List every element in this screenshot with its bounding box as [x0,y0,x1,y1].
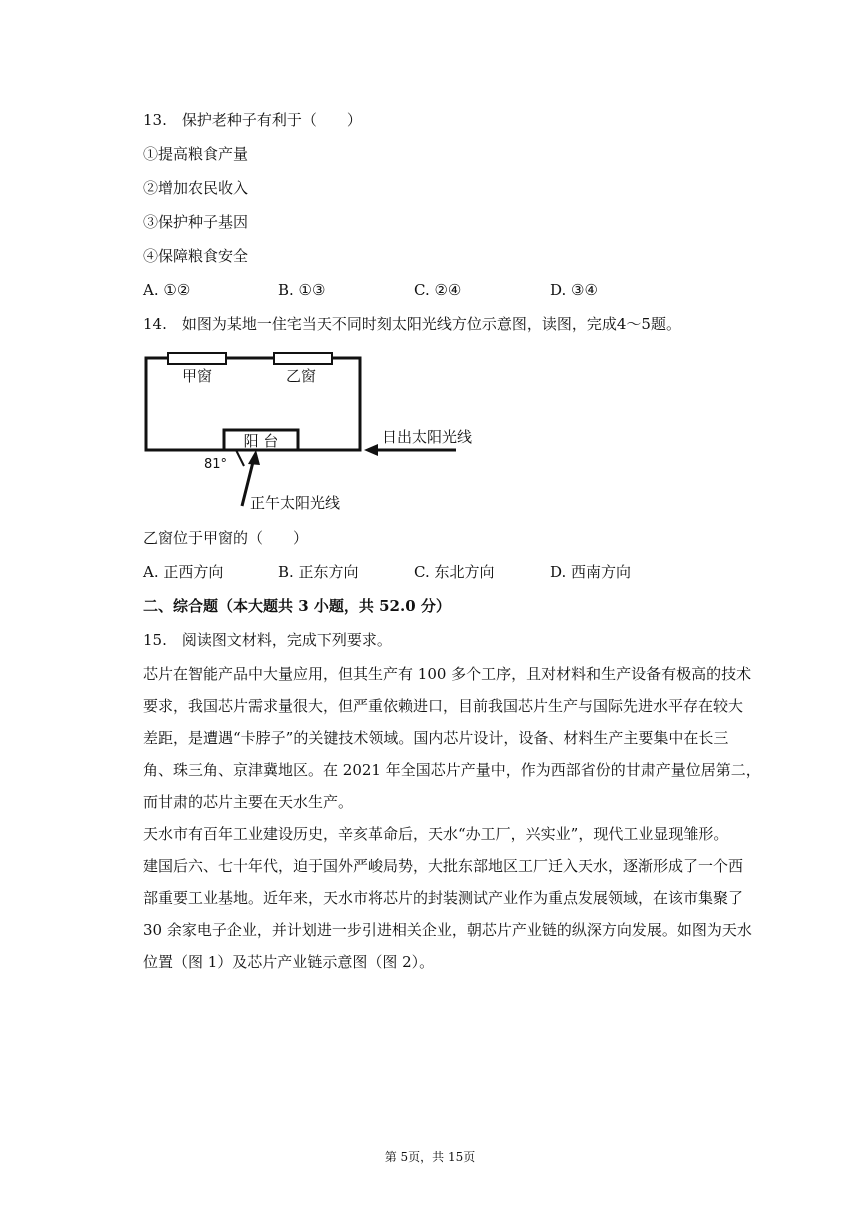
window-jia [168,353,226,364]
q14-option-d: D. 西南方向 [550,563,632,581]
q13-option-c: C. ②④ [414,281,462,299]
q14-option-b: B. 正东方向 [278,563,359,581]
angle-label: 81° [204,457,228,472]
q15-p1-line: 芯片在智能产品中大量应用，但其生产有 100 多个工序，且对材料和生产设备有极高的技术 [143,665,752,683]
q15-p2-line: 天水市有百年工业建设历史，辛亥革命后，天水“办工厂，兴实业”，现代工业显现雏形。 [143,825,729,843]
q15-p2-line: 建国后六、七十年代，迫于国外严峻局势，大批东部地区工厂迁入天水，逐渐形成了一个西 [143,857,744,875]
q15-p1-line: 要求，我国芯片需求量很大，但严重依赖进口，目前我国芯片生产与国际先进水平存在较大 [143,697,744,715]
noon-ray-label: 正午太阳光线 [250,494,341,512]
q14-stem: 14. 如图为某地一住宅当天不同时刻太阳光线方位示意图，读图，完成4～5题。 [143,315,681,333]
q15-paragraph-2 [143,818,753,978]
q13-item-1: ①提高粮食产量 [143,145,249,163]
sunlight-direction-diagram [138,344,498,522]
q13-item-3: ③保护种子基因 [143,213,249,231]
page-footer: 第 5页，共 15页 [384,1150,476,1164]
q15-p1-line: 角、珠三角、京津冀地区。在 2021 年全国芯片产量中，作为西部省份的甘肃产量位居第二， [143,761,761,779]
q13-item-2: ②增加农民收入 [143,179,249,197]
q14-option-c: C. 东北方向 [414,563,495,581]
window-jia-label: 甲窗 [181,367,213,385]
q15-stem: 15. 阅读图文材料，完成下列要求。 [143,631,392,649]
q15-p2-line: 30 余家电子企业，并计划进一步引进相关企业，朝芯片产业链的纵深方向发展。如图为天水 [143,921,752,939]
q15-p2-line: 位置（图 1）及芯片产业链示意图（图 2）。 [143,953,435,971]
window-yi-label: 乙窗 [285,367,317,385]
q13-stem: 13. 保护老种子有利于（ ） [143,111,362,129]
noon-ray-arrowhead [248,450,260,465]
q13-item-4: ④保障粮食安全 [143,247,249,265]
sunrise-ray-arrowhead [364,444,378,456]
sunrise-ray-label: 日出太阳光线 [382,428,473,446]
balcony-label: 阳 台 [243,432,279,450]
q13-option-d: D. ③④ [550,281,598,299]
angle-marker [236,450,244,466]
q13-option-a: A. ①② [143,281,191,299]
q15-p2-line: 部重要工业基地。近年来，天水市将芯片的封装测试产业作为重点发展领域，在该市集聚了 [143,889,744,907]
section-heading: 二、综合题（本大题共 3 小题，共 52.0 分） [143,597,451,615]
window-yi [274,353,332,364]
q14-question: 乙窗位于甲窗的（ ） [143,529,309,547]
q15-p1-line: 而甘肃的芯片主要在天水生产。 [143,793,354,811]
q13-option-b: B. ①③ [278,281,326,299]
q15-paragraph-1 [143,658,761,818]
q14-option-a: A. 正西方向 [143,563,224,581]
q15-p1-line: 差距，是遭遇“卡脖子”的关键技术领域。国内芯片设计，设备、材料生产主要集中在长三 [143,729,729,747]
